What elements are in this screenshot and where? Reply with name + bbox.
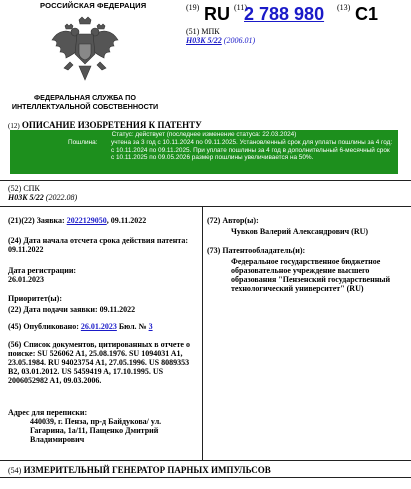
term-start-label: (24) Дата начала отсчета срока действия патента: (8, 236, 189, 245)
fee-label: Пошлина: (68, 139, 98, 146)
registration-value: 26.01.2023 (8, 275, 44, 284)
filing-field (8, 305, 135, 314)
bulletin-label: Бюл. № (118, 322, 147, 331)
priority-label: Приоритет(ы): (8, 294, 62, 303)
mpk-classification (186, 36, 255, 45)
invention-title-text: ИЗМЕРИТЕЛЬНЫЙ ГЕНЕРАТОР ПАРНЫХ ИМПУЛЬСОВ (23, 465, 271, 475)
address-label: Адрес для переписки: (8, 408, 88, 417)
mpk-label: (51) МПК (186, 27, 220, 36)
divider (0, 477, 411, 478)
filing-label: (22) Дата подачи заявки: (8, 305, 98, 314)
patent-number-link[interactable]: 2 788 980 (244, 4, 325, 24)
published-field (8, 322, 153, 331)
spk-code: H03K 5/22 (8, 193, 44, 202)
kind-code: C1 (355, 4, 379, 24)
address-field (8, 408, 196, 444)
address-value: 440039, г. Пенза, пр-д Байдукова/ ул. Гагарина, 1а/11, Пащенко Дмитрий Владимирович (30, 417, 162, 444)
cited-value: SU 526062 A1, 25.08.1976. SU 1094031 A1, 23.05.1984. RU 94023754 A1, 27.05.1996. US 8089353 B2, 03.01.2012. US 5459419 A, 17.10.1995. US 2006052982 A1, 09.03.2006. (8, 349, 190, 385)
cited-label: (56) Список документов, цитированных в отчете о поиске: (8, 340, 190, 358)
application-number-link[interactable]: 2022129050 (66, 216, 107, 225)
mpk-year: (2006.01) (223, 36, 256, 45)
status-line: Статус: действует (последнее изменение статуса: 22.03.2024) (111, 131, 297, 138)
document-title (8, 120, 202, 130)
document-title-text: ОПИСАНИЕ ИЗОБРЕТЕНИЯ К ПАТЕНТУ (21, 120, 202, 130)
federation-title: РОССИЙСКАЯ ФЕДЕРАЦИЯ (40, 1, 147, 10)
term-start-field (8, 236, 198, 254)
spk-year: (2022.08) (45, 193, 78, 202)
mpk-code-link[interactable]: H03K 5/22 (186, 36, 222, 45)
status-box (10, 130, 398, 174)
code-12: (12) (8, 122, 20, 130)
holders-label: (73) Патентообладатель(и): (207, 246, 306, 255)
published-date-link[interactable]: 26.01.2023 (80, 322, 117, 331)
application-date: , 09.11.2022 (106, 216, 147, 225)
fee-text: учтена за 3 год с 10.11.2024 по 09.11.2025. Установленный срок для уплаты пошлины за 4 год: с 10.11.2024 по 09.11.2025. При уплате пошлины за 4 год в дополнительный 6-месячный срок с 10.11.2025 по 09.05.2026 размер пошлины увеличивается на 50%. (111, 139, 393, 162)
divider (0, 180, 411, 181)
published-label: (45) Опубликовано: (8, 322, 79, 331)
application-label: (21)(22) Заявка: (8, 216, 65, 225)
country-code: RU (204, 4, 230, 24)
coat-of-arms-icon (48, 16, 122, 90)
service-name: ФЕДЕРАЛЬНАЯ СЛУЖБА ПО ИНТЕЛЛЕКТУАЛЬНОЙ СОБСТВЕННОСТИ (11, 93, 159, 111)
code-13: (13) (337, 3, 351, 12)
authors-value: Чувков Валерий Александрович (RU) (231, 227, 369, 236)
filing-value: 09.11.2022 (99, 305, 136, 314)
divider (0, 460, 411, 461)
holders-value: Федеральное государственное бюджетное образовательное учреждение высшего образования "Пензенский государственный технологический университет" (RU) (231, 257, 391, 293)
cited-documents-field (8, 340, 196, 385)
divider (0, 206, 411, 207)
column-divider (202, 207, 203, 460)
code-11: (11) (234, 3, 248, 12)
authors-label: (72) Автор(ы): (207, 216, 259, 225)
invention-title (8, 465, 271, 475)
registration-label: Дата регистрации: (8, 266, 77, 275)
term-start-value: 09.11.2022 (8, 245, 44, 254)
registration-field (8, 266, 76, 284)
code-54: (54) (8, 466, 22, 475)
spk-classification (8, 193, 77, 202)
spk-label: (52) СПК (8, 184, 40, 193)
code-19: (19) (186, 3, 200, 12)
application-field (8, 216, 146, 225)
bulletin-number-link[interactable]: 3 (148, 322, 153, 331)
